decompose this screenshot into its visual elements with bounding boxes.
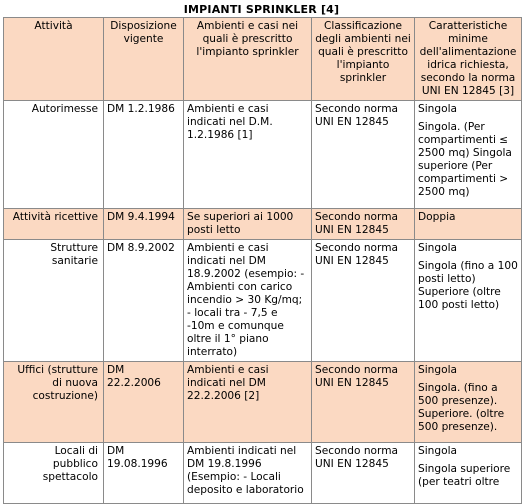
header-caratteristiche: Caratteristiche minime dell'alimentazione idrica richiesta, secondo la norma UNI EN 12845 [3] (415, 18, 522, 101)
cell-ambienti: Ambienti e casi indicati nel DM 22.2.2006 [2] (184, 362, 312, 443)
cell-caratteristiche (415, 443, 522, 504)
cell-attivita: Uffici (strutture di nuova costruzione) (4, 362, 104, 443)
caratteristiche-line: Singola (418, 103, 458, 115)
cell-disposizione: DM 19.08.1996 (104, 443, 184, 504)
table-row (4, 362, 522, 443)
header-attivita: Attività (4, 18, 104, 101)
cell-disposizione: DM 9.4.1994 (104, 209, 184, 240)
header-disposizione: Disposizione vigente (104, 18, 184, 101)
cell-disposizione: DM 8.9.2002 (104, 240, 184, 362)
cell-caratteristiche (415, 240, 522, 362)
cell-caratteristiche (415, 209, 522, 240)
header-ambienti: Ambienti e casi nei quali è prescritto l'impianto sprinkler (184, 18, 312, 101)
caratteristiche-line: Singola (fino a 100 posti letto) Superiore (oltre 100 posti letto) (418, 260, 518, 311)
document-title: IMPIANTI SPRINKLER [4] (183, 3, 340, 16)
cell-classificazione: Secondo norma UNI EN 12845 (312, 362, 415, 443)
table-header-row (4, 18, 522, 101)
table-row (4, 443, 522, 504)
cell-caratteristiche (415, 362, 522, 443)
caratteristiche-line: Singola superiore (per teatri oltre (418, 463, 511, 488)
cell-caratteristiche (415, 101, 522, 209)
header-classificazione: Classificazione degli ambienti nei quali è prescritto l'impianto sprinkler (312, 18, 415, 101)
table-row (4, 209, 522, 240)
cell-ambienti: Ambienti e casi indicati nel DM 18.9.2002 (esempio: - Ambienti con carico incendio > 30 Kg/mq; - locali tra - 7,5 e -10m e comunque oltre il 1° piano interrato) (184, 240, 312, 362)
caratteristiche-line: Singola (418, 364, 458, 376)
cell-disposizione: DM 22.2.2006 (104, 362, 184, 443)
cell-classificazione: Secondo norma UNI EN 12845 (312, 101, 415, 209)
caratteristiche-line: Singola. (Per compartimenti ≤ 2500 mq) Singola superiore (Per compartimenti > 2500 mq) (418, 121, 512, 198)
cell-disposizione: DM 1.2.1986 (104, 101, 184, 209)
sprinkler-table (3, 17, 522, 504)
cell-ambienti: Se superiori ai 1000 posti letto (184, 209, 312, 240)
table-row (4, 101, 522, 209)
cell-ambienti: Ambienti e casi indicati nel D.M. 1.2.1986 [1] (184, 101, 312, 209)
cell-attivita: Attività ricettive (4, 209, 104, 240)
cell-attivita: Autorimesse (4, 101, 104, 209)
cell-classificazione: Secondo norma UNI EN 12845 (312, 240, 415, 362)
cell-attivita: Locali di pubblico spettacolo (4, 443, 104, 504)
caratteristiche-line: Singola. (fino a 500 presenze). Superiore. (oltre 500 presenze). (418, 382, 505, 433)
cell-classificazione: Secondo norma UNI EN 12845 (312, 209, 415, 240)
caratteristiche-line: Singola (418, 242, 458, 254)
cell-classificazione: Secondo norma UNI EN 12845 (312, 443, 415, 504)
cell-ambienti: Ambienti indicati nel DM 19.8.1996 (Esempio: - Locali deposito e laboratorio (184, 443, 312, 504)
table-row (4, 240, 522, 362)
caratteristiche-line: Doppia (418, 211, 456, 223)
cell-attivita: Strutture sanitarie (4, 240, 104, 362)
caratteristiche-line: Singola (418, 445, 458, 457)
